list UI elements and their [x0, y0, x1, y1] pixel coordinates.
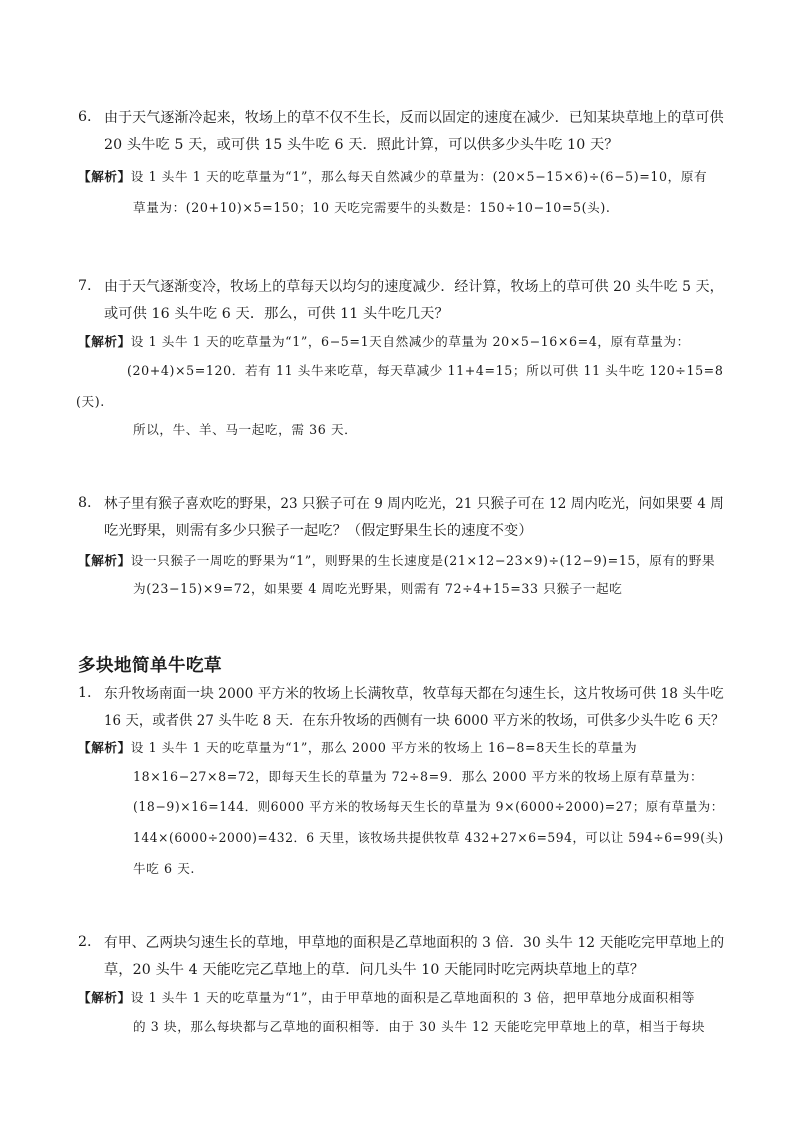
analysis-line: 草量为：(20+10)×5=150；10 天吃完需要牛的头数是：150÷10−10=5(头).	[133, 200, 611, 215]
analysis-line: 【解析】设 1 头牛 1 天的吃草量为“1”，由于甲草地的面积是乙草地面积的 3 倍，把甲草地分成面积相等	[78, 990, 696, 1005]
analysis-tag: 【解析】	[78, 553, 131, 568]
problem-number: 7.	[78, 278, 92, 294]
question-line: 东升牧场南面一块 2000 平方米的牧场上长满牧草，牧草每天都在匀速生长，这片牧场可供 18 头牛吃	[104, 686, 724, 702]
analysis-line: (20+4)×5=120．若有 11 头牛来吃草，每天草减少 11+4=15；所以可供 11 头牛吃 120÷15=8	[127, 363, 724, 378]
analysis-tag: 【解析】	[78, 169, 131, 184]
analysis-line: 为(23−15)×9=72，如果要 4 周吃光野果，则需有 72÷4+15=33 只猴子一起吃	[133, 581, 623, 596]
question-line: 草，20 头牛 4 天能吃完乙草地上的草．问几头牛 10 天能同时吃完两块草地上的草？	[104, 962, 645, 978]
question-line: 有甲、乙两块匀速生长的草地，甲草地的面积是乙草地面积的 3 倍．30 头牛 12 天能吃完甲草地上的	[104, 935, 725, 951]
analysis-tag: 【解析】	[78, 334, 131, 349]
problem-number: 1.	[78, 685, 92, 701]
analysis-line: 牛吃 6 天.	[133, 861, 196, 876]
analysis-tag: 【解析】	[78, 740, 131, 755]
analysis-line: 144×(6000÷2000)=432．6 天里，该牧场共提供牧草 432+27×6=594，可以让 594÷6=99(头)	[133, 830, 724, 845]
problem-number: 2.	[78, 934, 92, 950]
analysis-line: 【解析】设 1 头牛 1 天的吃草量为“1”，那么 2000 平方米的牧场上 16−8=8天生长的草量为	[78, 740, 638, 755]
question-line: 20 头牛吃 5 天，或可供 15 头牛吃 6 天．照此计算，可以供多少头牛吃 10 天？	[104, 137, 619, 153]
problem-number: 8.	[78, 495, 92, 511]
question-line: 吃光野果，则需有多少只猴子一起吃？（假定野果生长的速度不变）	[104, 523, 533, 539]
analysis-line: 的 3 块，那么每块都与乙草地的面积相等．由于 30 头牛 12 天能吃完甲草地上的草，相当于每块	[133, 1019, 706, 1034]
analysis-line: 所以，牛、羊、马一起吃，需 36 天．	[133, 422, 358, 437]
analysis-line: (天).	[76, 394, 105, 409]
analysis-line: 【解析】设 1 头牛 1 天的吃草量为“1”，那么每天自然减少的草量为：(20×5−15×6)÷(6−5)=10，原有	[78, 169, 708, 184]
question-line: 由于天气逐渐冷起来，牧场上的草不仅不生长，反而以固定的速度在减少．已知某块草地上的草可供	[104, 110, 724, 126]
analysis-line: 18×16−27×8=72，即每天生长的草量为 72÷8=9．那么 2000 平方米的牧场上原有草量为：	[133, 769, 704, 784]
analysis-line: (18−9)×16=144．则6000 平方米的牧场每天生长的草量为 9×(6000÷2000)=27；原有草量为：	[133, 799, 724, 814]
question-line: 16 天，或者供 27 头牛吃 8 天．在东升牧场的西侧有一块 6000 平方米的牧场，可供多少头牛吃 6 天？	[104, 713, 725, 729]
section-title: 多块地简单牛吃草	[78, 656, 222, 676]
analysis-line: 【解析】设一只猴子一周吃的野果为“1”，则野果的生长速度是(21×12−23×9)÷(12−9)=15，原有的野果	[78, 553, 716, 568]
question-line: 由于天气逐渐变冷，牧场上的草每天以均匀的速度减少．经计算，牧场上的草可供 20 头牛吃 5 天，	[104, 279, 724, 295]
problem-number: 6.	[78, 109, 92, 125]
analysis-line: 【解析】设 1 头牛 1 天的吃草量为“1”，6−5=1天自然减少的草量为 20×5−16×6=4，原有草量为：	[78, 334, 690, 349]
question-line: 或可供 16 头牛吃 6 天．那么，可供 11 头牛吃几天？	[104, 306, 449, 322]
question-line: 林子里有猴子喜欢吃的野果，23 只猴子可在 9 周内吃光，21 只猴子可在 12 周内吃光，问如果要 4 周	[104, 496, 724, 512]
analysis-tag: 【解析】	[78, 990, 131, 1005]
